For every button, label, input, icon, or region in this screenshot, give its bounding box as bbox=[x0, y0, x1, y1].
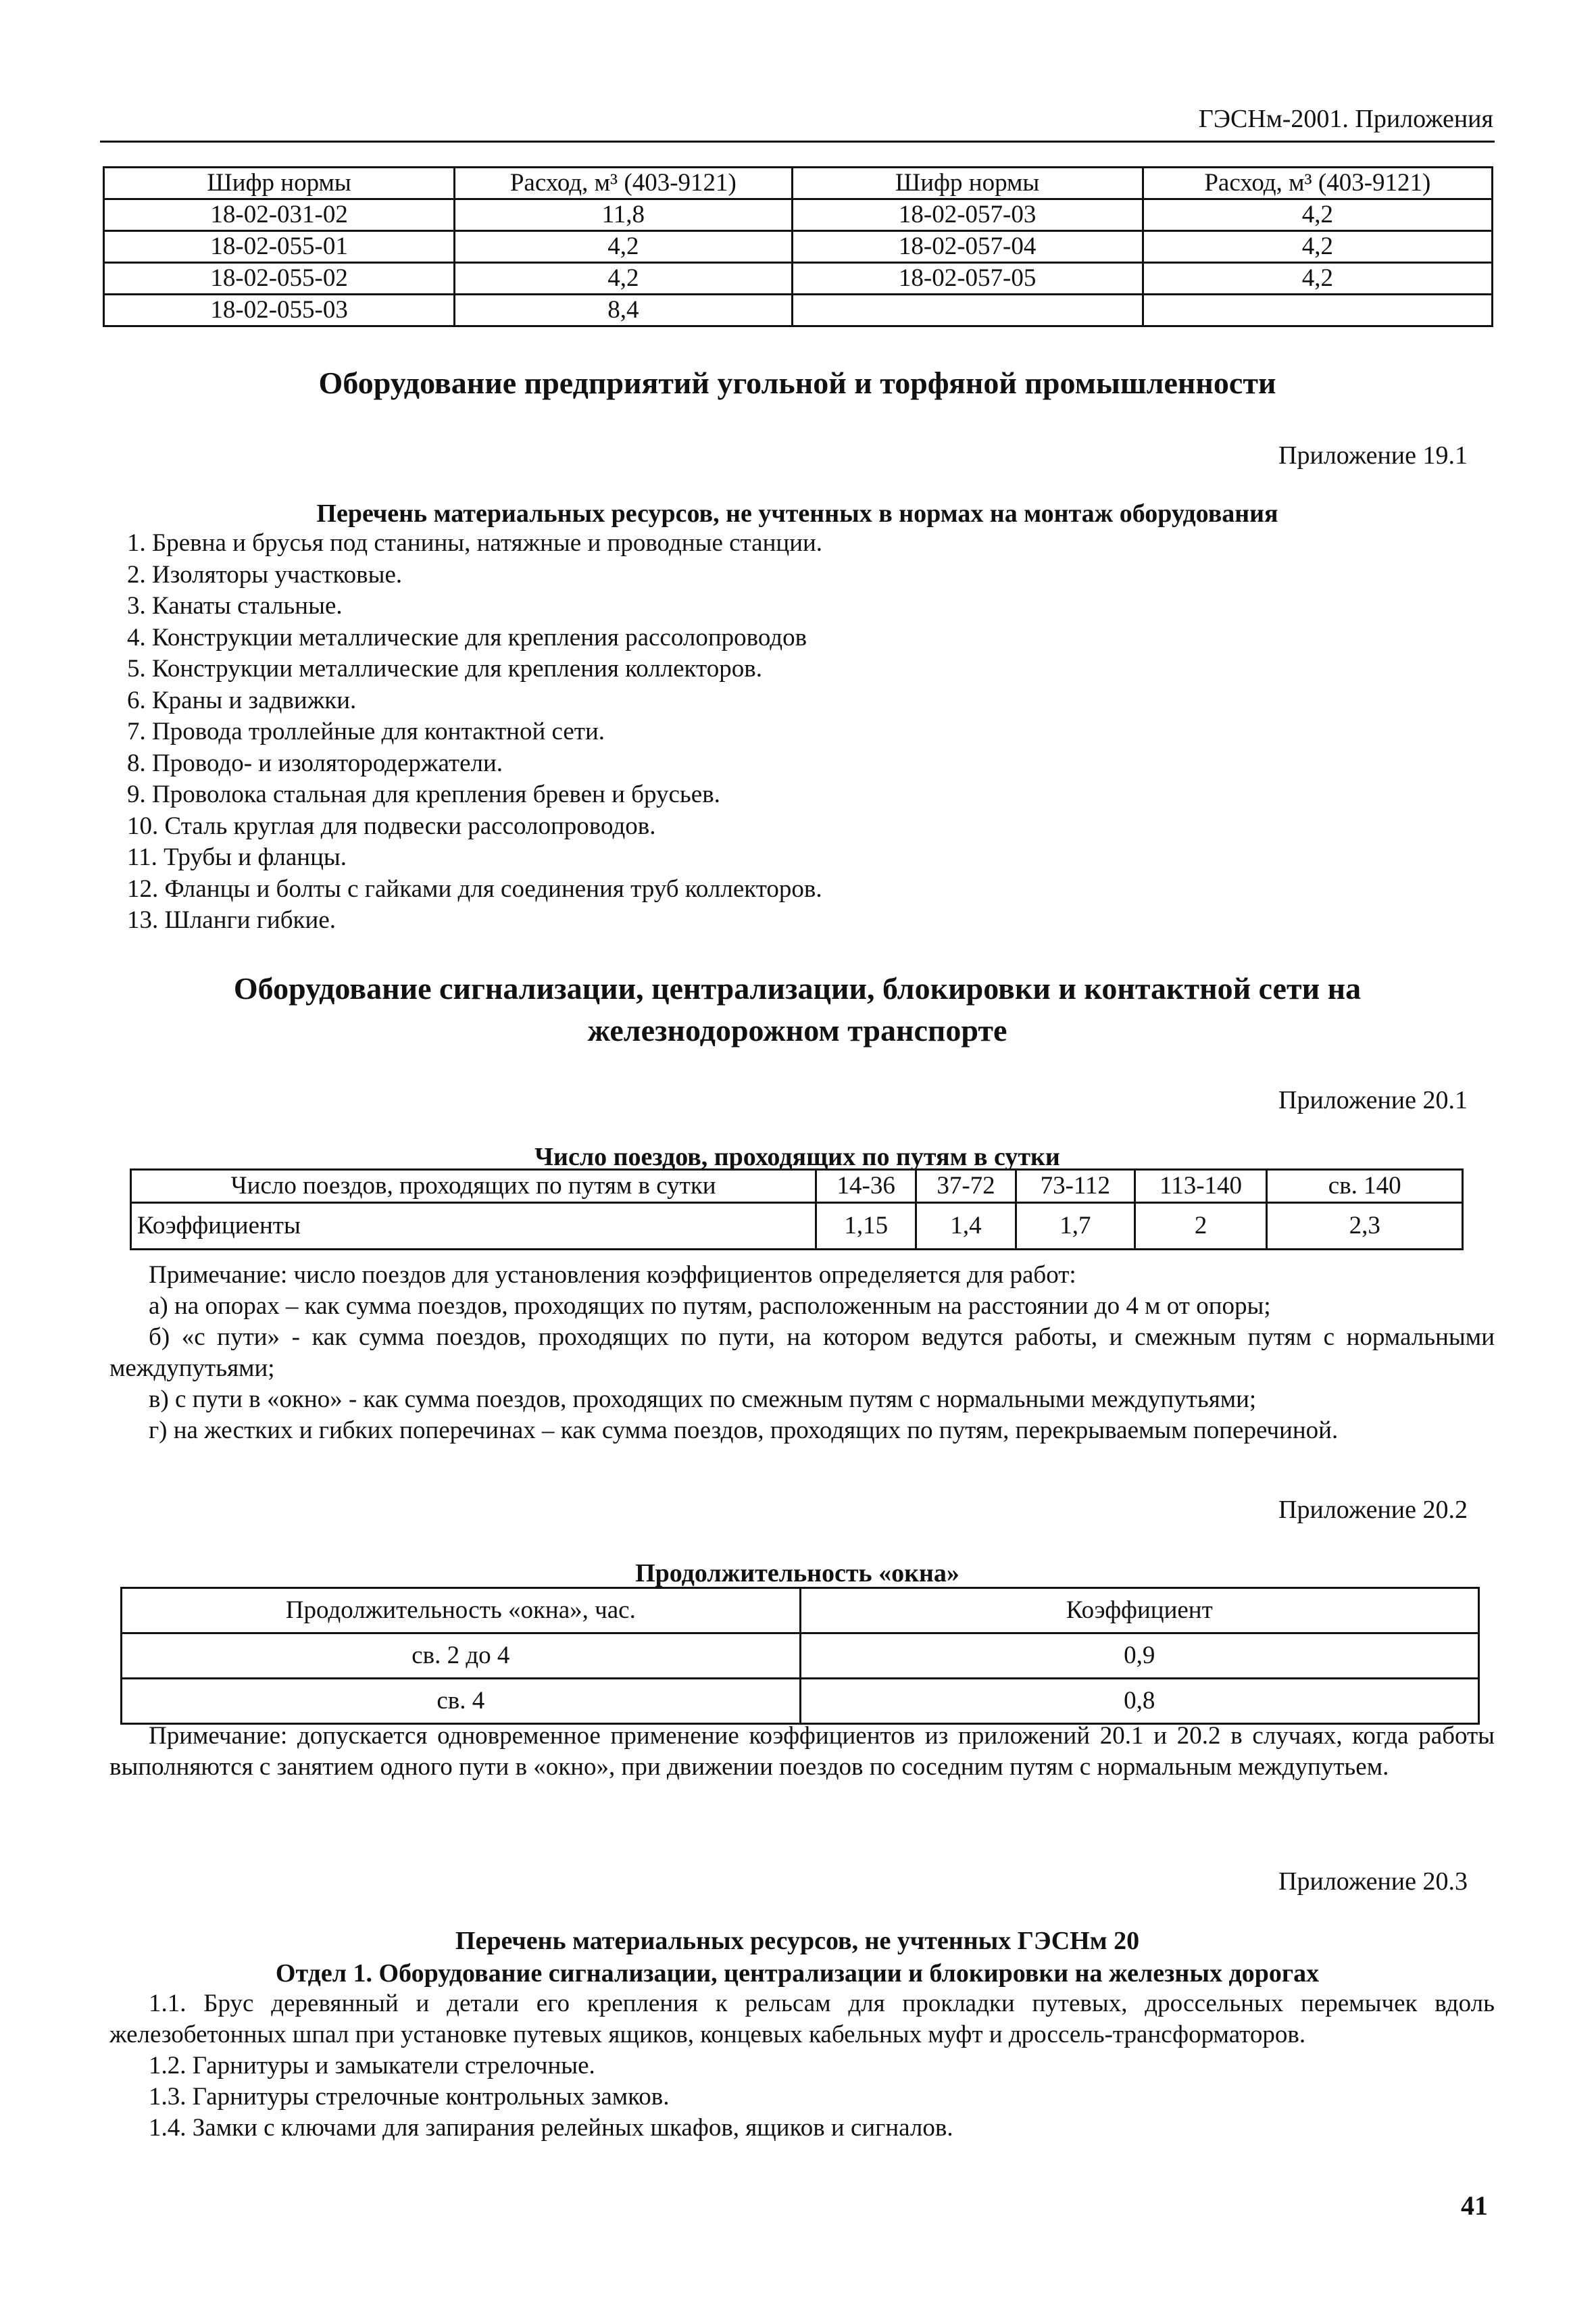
page-header-title: ГЭСНм-2001. Приложения bbox=[1198, 105, 1493, 133]
appendix-label: Приложение 20.3 bbox=[1278, 1867, 1468, 1896]
list-item: 1.3. Гарнитуры стрелочные контрольных замков. bbox=[149, 2083, 670, 2111]
table-row bbox=[104, 199, 1493, 231]
list-title: Перечень материальных ресурсов, не учтенных ГЭСНм 20 bbox=[455, 1927, 1140, 1955]
table-row bbox=[122, 1633, 1479, 1679]
table-cell: 4,2 bbox=[455, 231, 792, 263]
table-row bbox=[104, 263, 1493, 295]
list-item: 12. Фланцы и болты с гайками для соединения труб коллекторов. bbox=[127, 875, 822, 903]
note-item: б) «с пути» - как сумма поездов, проходящих по пути, на котором ведутся работы, и смежным путям с нормальными междупутьями; bbox=[109, 1323, 1495, 1382]
table-cell: 11,8 bbox=[455, 199, 792, 231]
column-header: Расход, м³ (403-9121) bbox=[455, 168, 792, 199]
table-cell: 113-140 bbox=[1134, 1170, 1267, 1203]
table-cell: 18-02-031-02 bbox=[104, 199, 455, 231]
column-header: Коэффициент bbox=[800, 1588, 1478, 1633]
section-title-line: Оборудование сигнализации, централизации, блокировки и контактной сети на bbox=[233, 971, 1362, 1006]
table-cell: 4,2 bbox=[1143, 231, 1492, 263]
trains-coefficients-table bbox=[130, 1168, 1464, 1250]
table-header-row bbox=[122, 1588, 1479, 1633]
list-item: 6. Краны и задвижки. bbox=[127, 686, 357, 714]
column-header: Шифр нормы bbox=[104, 168, 455, 199]
table-row bbox=[122, 1679, 1479, 1724]
list-item: 4. Конструкции металлические для крепления рассолопроводов bbox=[127, 623, 807, 651]
table-cell bbox=[1143, 295, 1492, 326]
table-cell: 2,3 bbox=[1267, 1203, 1463, 1250]
table-cell: 8,4 bbox=[455, 295, 792, 326]
table-cell: 18-02-055-03 bbox=[104, 295, 455, 326]
table-cell: св. 140 bbox=[1267, 1170, 1463, 1203]
table-cell: 0,9 bbox=[800, 1633, 1478, 1679]
table-cell: 4,2 bbox=[1143, 263, 1492, 295]
table-row bbox=[104, 295, 1493, 326]
header-rule bbox=[100, 141, 1495, 143]
table-row bbox=[104, 231, 1493, 263]
column-header: Расход, м³ (403-9121) bbox=[1143, 168, 1492, 199]
table-cell: 1,7 bbox=[1016, 1203, 1134, 1250]
note-coefficients: Примечание: допускается одновременное применение коэффициентов из приложений 20.1 и 20.2 в случаях, когда работы выполняются с занятием одного пути в «окно», при движении поездов по соседним путям с нормальным междупутьем. bbox=[109, 1722, 1495, 1781]
list-item: 1.4. Замки с ключами для запирания релейных шкафов, ящиков и сигналов. bbox=[149, 2114, 953, 2142]
table-cell: 0,8 bbox=[800, 1679, 1478, 1724]
table-cell: 18-02-057-04 bbox=[792, 231, 1143, 263]
window-duration-table bbox=[120, 1587, 1480, 1725]
list-item: 10. Сталь круглая для подвески рассолопроводов. bbox=[127, 812, 656, 840]
list-item: 5. Конструкции металлические для крепления коллекторов. bbox=[127, 655, 762, 683]
materials-list-20 bbox=[109, 1988, 1495, 2144]
table-row bbox=[131, 1203, 1463, 1250]
table-cell: Число поездов, проходящих по путям в сутки bbox=[131, 1170, 816, 1203]
note-intro: Примечание: число поездов для установления коэффициентов определяется для работ: bbox=[149, 1261, 1076, 1289]
table-cell: 18-02-057-05 bbox=[792, 263, 1143, 295]
table-cell: 37-72 bbox=[916, 1170, 1016, 1203]
norms-consumption-table bbox=[103, 166, 1493, 327]
table-cell: 2 bbox=[1134, 1203, 1267, 1250]
table-cell: 18-02-055-02 bbox=[104, 263, 455, 295]
note-item: а) на опорах – как сумма поездов, проходящих по путям, расположенным на расстоянии до 4 м от опоры; bbox=[149, 1292, 1271, 1320]
table-cell: св. 4 bbox=[122, 1679, 801, 1724]
table-cell: 14-36 bbox=[816, 1170, 916, 1203]
list-item: 2. Изоляторы участковые. bbox=[127, 560, 403, 589]
note-item: г) на жестких и гибких поперечинах – как сумма поездов, проходящих по путям, перекрываемым поперечиной. bbox=[149, 1417, 1339, 1444]
table-cell: 4,2 bbox=[455, 263, 792, 295]
list-item: 3. Канаты стальные. bbox=[127, 592, 343, 620]
section-title-railway bbox=[100, 968, 1495, 1052]
list-item: 1.1. Брус деревянный и детали его крепления к рельсам для прокладки путевых, дроссельных перемычек вдоль железобетонных шпал при установке путевых ящиков, концевых кабельных муфт и дроссель-трансформаторов. bbox=[109, 1990, 1495, 2048]
list-item: 1.2. Гарнитуры и замыкатели стрелочные. bbox=[149, 2052, 595, 2079]
page-number: 41 bbox=[1461, 2190, 1488, 2221]
list-item: 7. Провода троллейные для контактной сети. bbox=[127, 718, 605, 745]
list-item: 9. Проволока стальная для крепления бревен и брусьев. bbox=[127, 781, 720, 808]
note-item: в) с пути в «окно» - как сумма поездов, проходящих по смежным путям с нормальными междупутьями; bbox=[149, 1385, 1257, 1413]
table-cell: 1,15 bbox=[816, 1203, 916, 1250]
section-title-coal-peat: Оборудование предприятий угольной и торфяной промышленности bbox=[318, 366, 1276, 400]
section-title-line: железнодорожном транспорте bbox=[587, 1013, 1007, 1048]
column-header: Шифр нормы bbox=[792, 168, 1143, 199]
table-row bbox=[131, 1170, 1463, 1203]
table-cell: 18-02-057-03 bbox=[792, 199, 1143, 231]
table-cell: 18-02-055-01 bbox=[104, 231, 455, 263]
table-cell: 1,4 bbox=[916, 1203, 1016, 1250]
list-item: 11. Трубы и фланцы. bbox=[127, 843, 347, 871]
table-cell bbox=[792, 295, 1143, 326]
table-cell: 73-112 bbox=[1016, 1170, 1134, 1203]
list-item: 8. Проводо- и изолятородержатели. bbox=[127, 749, 503, 777]
appendix-label: Приложение 20.1 bbox=[1278, 1086, 1468, 1114]
list-title: Перечень материальных ресурсов, не учтенных в нормах на монтаж оборудования bbox=[316, 499, 1278, 528]
appendix-label: Приложение 19.1 bbox=[1278, 441, 1468, 470]
department-title: Отдел 1. Оборудование сигнализации, централизации и блокировки на железных дорогах bbox=[275, 1959, 1320, 1988]
appendix-label: Приложение 20.2 bbox=[1278, 1496, 1468, 1524]
note-trains bbox=[109, 1260, 1495, 1446]
list-item: 1. Бревна и брусья под станины, натяжные и проводные станции. bbox=[127, 529, 823, 557]
table-cell: Коэффициенты bbox=[131, 1203, 816, 1250]
list-item: 13. Шланги гибкие. bbox=[127, 906, 336, 934]
table-title: Число поездов, проходящих по путям в сутки bbox=[534, 1143, 1060, 1171]
table-title: Продолжительность «окна» bbox=[635, 1559, 959, 1587]
table-cell: св. 2 до 4 bbox=[122, 1633, 801, 1679]
materials-list bbox=[127, 528, 1495, 937]
table-cell: 4,2 bbox=[1143, 199, 1492, 231]
table-header-row bbox=[104, 168, 1493, 199]
column-header: Продолжительность «окна», час. bbox=[122, 1588, 801, 1633]
